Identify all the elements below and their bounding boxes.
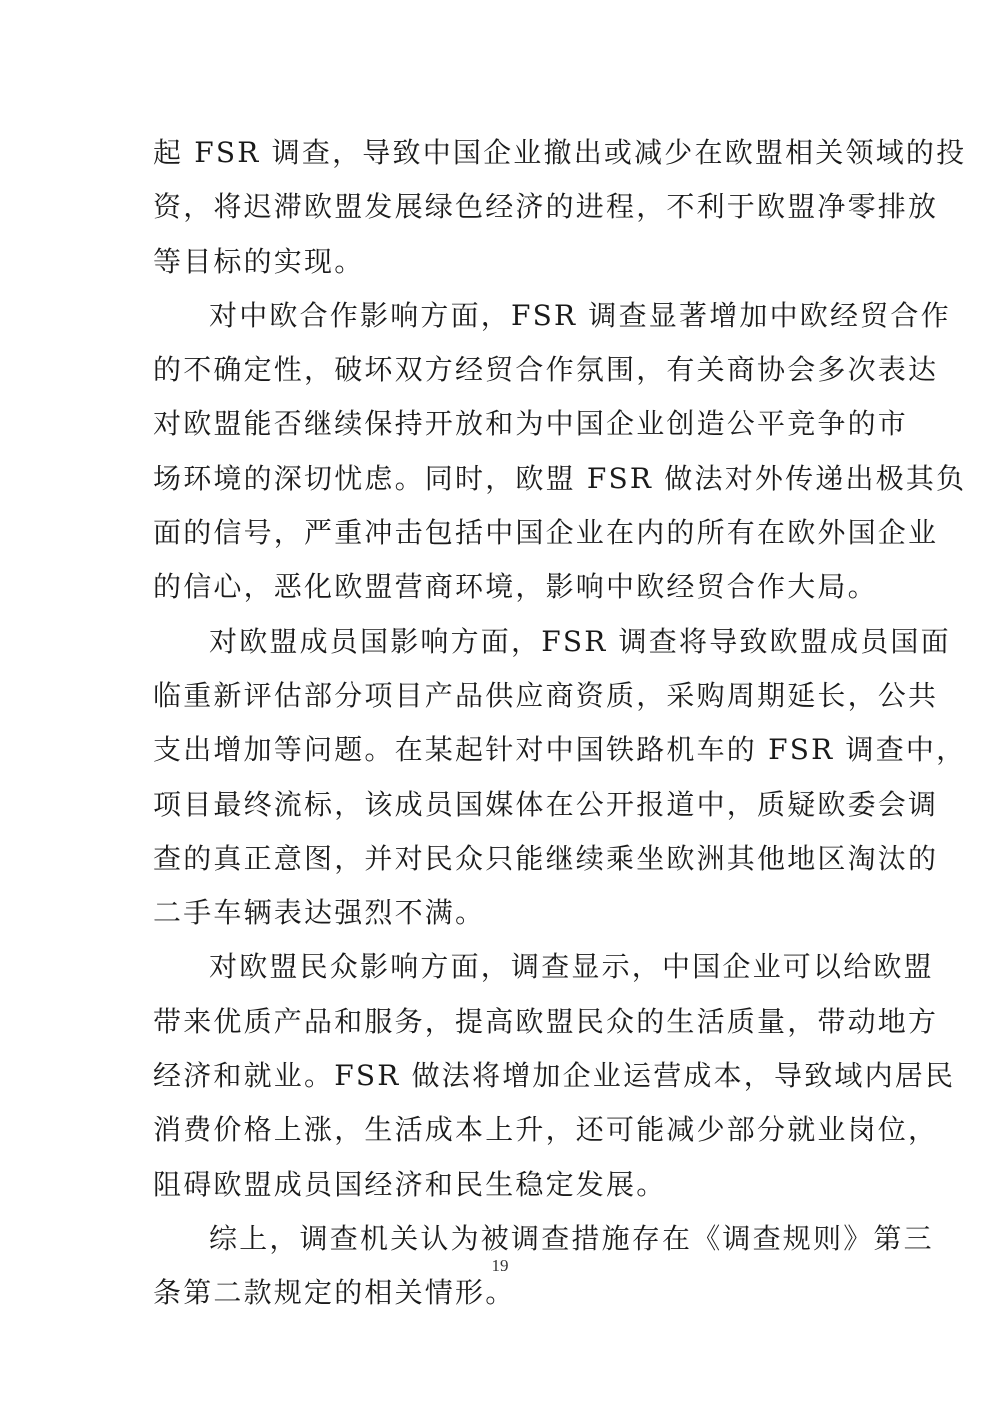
text-line: 项目最终流标，该成员国媒体在公开报道中，质疑欧委会调 (153, 787, 939, 821)
text-line: 资，将迟滞欧盟发展绿色经济的进程，不利于欧盟净零排放 (153, 190, 939, 224)
text-line: 场环境的深切忧虑。同时，欧盟 FSR 做法对外传递出极其负 (153, 461, 967, 495)
body-text (153, 126, 967, 1321)
text-line: 支出增加等问题。在某起针对中国铁路机车的 FSR 调查中， (153, 733, 967, 767)
text-line: 查的真正意图，并对民众只能继续乘坐欧洲其他地区淘汰的 (153, 841, 939, 875)
paragraph-first-line: 对欧盟成员国影响方面，FSR 调查将导致欧盟成员国面 (209, 624, 951, 658)
text-line: 条第二款规定的相关情形。 (153, 1276, 516, 1310)
text-line: 临重新评估部分项目产品供应商资质，采购周期延长，公共 (153, 678, 939, 712)
page-number: 19 (491, 1256, 509, 1275)
text-line: 经济和就业。FSR 做法将增加企业运营成本，导致域内居民 (153, 1059, 956, 1093)
paragraph-first-line: 综上，调查机关认为被调查措施存在《调查规则》第三 (209, 1221, 934, 1255)
text-line: 消费价格上涨，生活成本上升，还可能减少部分就业岗位， (153, 1113, 939, 1147)
text-line: 二手车辆表达强烈不满。 (153, 896, 486, 930)
text-line: 的信心，恶化欧盟营商环境，影响中欧经贸合作大局。 (153, 570, 878, 604)
text-line: 面的信号，严重冲击包括中国企业在内的所有在欧外国企业 (153, 516, 939, 550)
paragraph-first-line: 对欧盟民众影响方面，调查显示，中国企业可以给欧盟 (209, 950, 934, 984)
text-line: 对欧盟能否继续保持开放和为中国企业创造公平竞争的市 (153, 407, 909, 441)
text-line: 等目标的实现。 (153, 244, 365, 278)
text-line: 的不确定性，破坏双方经贸合作氛围，有关商协会多次表达 (153, 353, 939, 387)
text-line: 起 FSR 调查，导致中国企业撤出或减少在欧盟相关领域的投 (153, 136, 967, 169)
text-line: 带来优质产品和服务，提高欧盟民众的生活质量，带动地方 (153, 1004, 939, 1038)
paragraph-first-line: 对中欧合作影响方面，FSR 调查显著增加中欧经贸合作 (209, 298, 951, 332)
text-line: 阻碍欧盟成员国经济和民生稳定发展。 (153, 1167, 667, 1201)
